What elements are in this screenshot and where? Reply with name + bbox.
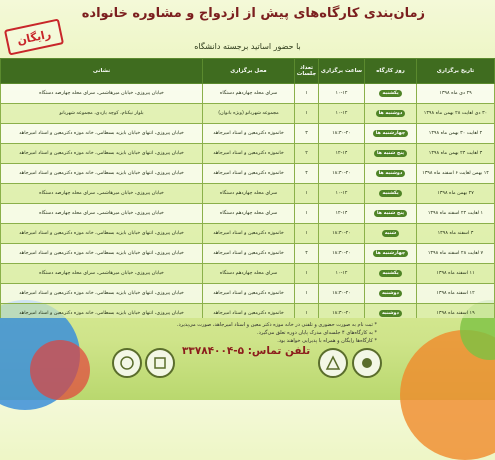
table-cell: خانموزه دکترمعین و استاد امیرجاهد [203, 284, 295, 304]
logo-right-1 [318, 348, 348, 378]
column-header: تاریخ برگزاری [417, 59, 495, 84]
day-cell [365, 224, 417, 244]
table-cell: ۷ لغایت ۲۸ اسفند ماه ۱۳۹۸ [417, 244, 495, 264]
table-cell: ۱ [295, 264, 319, 284]
table-row [1, 264, 495, 284]
table-cell: خیابان پیروزی، انتهای خیابان بایزید بسطامی، خانه موزه دکترمعین و استاد امیرجاهد [1, 164, 203, 184]
table-row [1, 144, 495, 164]
table-cell: مجموعه شهربانو (ویژه بانوان) [203, 104, 295, 124]
table-cell: ۳۰ دی لغایت ۲۸ بهمن ماه ۱۳۹۸ [417, 104, 495, 124]
note-line: * به کارگاه‌های ۴ جلسه‌ای مدرک پایان دوره تعلق می‌گیرد. [257, 330, 377, 336]
logo-right-2 [352, 348, 382, 378]
day-cell [365, 304, 417, 319]
logo-left-1 [112, 348, 142, 378]
table-cell: ۱۱ اسفند ماه ۱۳۹۸ [417, 264, 495, 284]
day-cell [365, 244, 417, 264]
day-badge: چهارشنبه ها [373, 250, 409, 257]
table-cell: خیابان پیروزی، خیابان میرهاشمی، سرای محله چهارصد دستگاه [1, 84, 203, 104]
logo-left-2 [145, 348, 175, 378]
table-cell: ۱۲-۱۴ [319, 204, 365, 224]
table-cell: سرای محله چهاردهم دستگاه [203, 204, 295, 224]
column-header: روز کارگاه [365, 59, 417, 84]
day-badge: دوشنبه ها [376, 110, 406, 117]
table-cell: خانموزه دکترمعین و استاد امیرجاهد [203, 164, 295, 184]
table-cell: خیابان پیروزی، انتهای خیابان بایزید بسطامی، خانه موزه دکترمعین و استاد امیرجاهد [1, 224, 203, 244]
table-cell: ۱ لغایت ۲۲ اسفند ماه ۱۳۹۸ [417, 204, 495, 224]
table-cell: ۲۷ بهمن ماه ۱۳۹۸ [417, 184, 495, 204]
table-cell: ۱۸:۳۰-۲۰ [319, 124, 365, 144]
table-cell: خانموزه دکترمعین و استاد امیرجاهد [203, 304, 295, 319]
table-row [1, 304, 495, 319]
note-line: * کارگاه‌ها رایگان و همراه با پذیرایی خواهند بود. [277, 338, 377, 344]
table-cell: ۱۰-۱۲ [319, 184, 365, 204]
table-row [1, 204, 495, 224]
table-cell: ۱۲ اسفند ماه ۱۳۹۸ [417, 284, 495, 304]
note-line: * ثبت نام به صورت حضوری و تلفنی در خانه موزه دکتر معین و استاد امیرجاهد، صورت می‌پذیرد. [176, 322, 377, 328]
notes-block [177, 321, 377, 345]
table-cell: ۴ [295, 164, 319, 184]
table-cell: خانموزه دکترمعین و استاد امیرجاهد [203, 124, 295, 144]
day-badge: دوشنبه [379, 310, 402, 317]
table-cell: سرای محله چهاردهم دستگاه [203, 184, 295, 204]
table-cell: ۱۴ بهمن لغایت ۶ اسفند ماه ۱۳۹۸ [417, 164, 495, 184]
table-cell: خانموزه دکترمعین و استاد امیرجاهد [203, 144, 295, 164]
table-cell: ۱ [295, 204, 319, 224]
day-badge: یکشنبه [379, 270, 401, 277]
day-badge: چهارشنبه ها [373, 130, 409, 137]
table-cell: ۱۸:۳۰-۲۰ [319, 224, 365, 244]
table-cell: ۱۸:۳۰-۲۰ [319, 304, 365, 319]
day-cell [365, 204, 417, 224]
day-badge: دوشنبه ها [376, 170, 406, 177]
day-cell [365, 184, 417, 204]
table-cell: سرای محله چهاردهم دستگاه [203, 264, 295, 284]
column-header: ساعت برگزاری [319, 59, 365, 84]
day-cell [365, 124, 417, 144]
decor-ball [30, 340, 90, 400]
table-cell: ۲۹ دی ماه ۱۳۹۸ [417, 84, 495, 104]
table-cell: خیابان پیروزی، خیابان میرهاشمی، سرای محله چهارصد دستگاه [1, 264, 203, 284]
table-row [1, 164, 495, 184]
table-cell: خیابان پیروزی، انتهای خیابان بایزید بسطامی، خانه موزه دکترمعین و استاد امیرجاهد [1, 124, 203, 144]
table-cell: خیابان پیروزی، انتهای خیابان بایزید بسطامی، خانه موزه دکترمعین و استاد امیرجاهد [1, 244, 203, 264]
day-cell [365, 104, 417, 124]
table-cell: ۳ اسفند ماه ۱۳۹۸ [417, 224, 495, 244]
schedule-table [0, 58, 495, 318]
contact-phone: تلفن تماس: ۵-۳۳۷۸۴۰۰۴ [182, 345, 311, 357]
day-cell [365, 164, 417, 184]
column-header: محل برگزاری [203, 59, 295, 84]
free-stamp: رایگان [4, 18, 64, 55]
table-cell: ۱ [295, 304, 319, 319]
table-cell: خانموزه دکترمعین و استاد امیرجاهد [203, 244, 295, 264]
table-cell: ۳ لغایت ۲۴ بهمن ماه ۱۳۹۸ [417, 144, 495, 164]
table-row [1, 84, 495, 104]
day-badge: پنج شنبه ها [374, 150, 407, 157]
day-cell [365, 144, 417, 164]
day-cell [365, 84, 417, 104]
table-row [1, 184, 495, 204]
schedule-table-wrapper [0, 58, 495, 318]
table-cell: بلوار نیکنام، کوچه یازدی، مجموعه شهربانو [1, 104, 203, 124]
table-cell: خیابان پیروزی، انتهای خیابان بایزید بسطامی، خانه موزه دکترمعین و استاد امیرجاهد [1, 284, 203, 304]
day-badge: شنبه [382, 230, 400, 237]
page-subtitle: با حضور اساتید برجسته دانشگاه [194, 42, 301, 51]
table-row [1, 104, 495, 124]
table-cell: خیابان پیروزی، خیابان میرهاشمی، سرای محله چهارصد دستگاه [1, 204, 203, 224]
column-header: نشانی [1, 59, 203, 84]
column-header: تعداد جلسات [295, 59, 319, 84]
day-cell [365, 284, 417, 304]
table-cell: ۱۲-۱۴ [319, 144, 365, 164]
table-cell: ۱ [295, 104, 319, 124]
table-cell: ۱۰-۱۲ [319, 104, 365, 124]
table-cell: خانموزه دکترمعین و استاد امیرجاهد [203, 224, 295, 244]
table-cell: ۱ [295, 284, 319, 304]
day-badge: دوشنبه [379, 290, 402, 297]
table-cell: خیابان پیروزی، خیابان میرهاشمی، سرای محله چهارصد دستگاه [1, 184, 203, 204]
table-cell: ۱ [295, 224, 319, 244]
table-cell: ۱ [295, 184, 319, 204]
table-row [1, 284, 495, 304]
table-cell: ۱۰-۱۲ [319, 84, 365, 104]
day-badge: پنج شنبه ها [374, 210, 407, 217]
table-cell: سرای محله چهاردهم دستگاه [203, 84, 295, 104]
day-badge: یکشنبه [379, 190, 401, 197]
table-cell: خیابان پیروزی، انتهای خیابان بایزید بسطامی، خانه موزه دکترمعین و استاد امیرجاهد [1, 144, 203, 164]
table-cell: ۱۹ اسفند ماه ۱۳۹۸ [417, 304, 495, 319]
table-cell: ۲ لغایت ۳۰ بهمن ماه ۱۳۹۸ [417, 124, 495, 144]
table-cell: خیابان پیروزی، انتهای خیابان بایزید بسطامی، خانه موزه دکترمعین و استاد امیرجاهد [1, 304, 203, 319]
table-cell: ۳ [295, 124, 319, 144]
table-cell: ۱۸:۳۰-۲۰ [319, 164, 365, 184]
table-cell: ۱۸:۳۰-۲۰ [319, 244, 365, 264]
table-cell: ۲ [295, 144, 319, 164]
table-cell: ۱۸:۳۰-۲۰ [319, 284, 365, 304]
table-row [1, 124, 495, 144]
day-cell [365, 264, 417, 284]
table-cell: ۴ [295, 244, 319, 264]
table-cell: ۱ [295, 84, 319, 104]
table-cell: ۱۰-۱۲ [319, 264, 365, 284]
day-badge: یکشنبه [379, 90, 401, 97]
table-row [1, 244, 495, 264]
table-row [1, 224, 495, 244]
page-title: زمان‌بندی کارگاه‌های پیش از ازدواج و مشاوره خانواده [81, 6, 425, 21]
